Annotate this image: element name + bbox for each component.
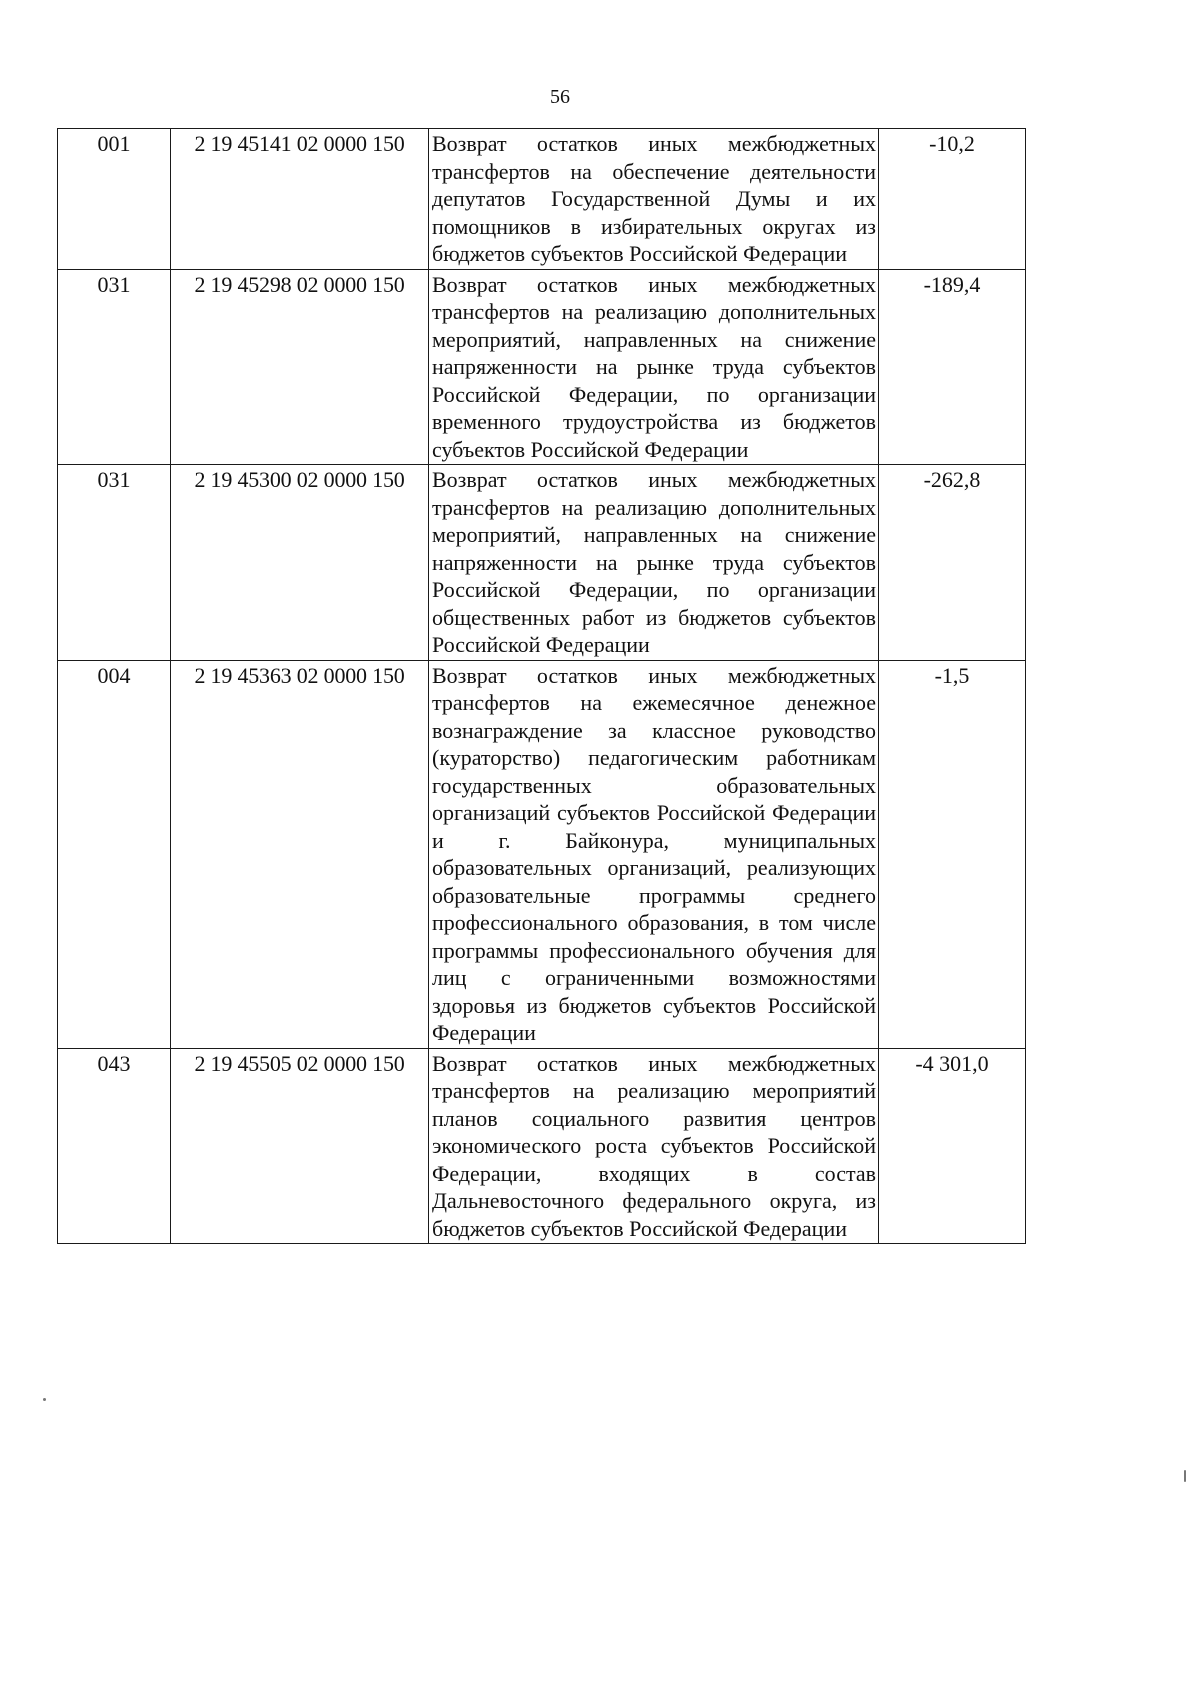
income-name-cell: Возврат остатков иных межбюджетных трансфертов на реализацию дополнительных мероприятий, направленных на снижение напряженности на рынке труда субъектов Российской Федерации, по организации временного трудоустройства из бюджетов субъектов Российской Федерации [429,269,879,465]
table-row [58,129,1026,270]
table-row [58,465,1026,661]
budget-table [57,128,1026,1244]
table-row [58,269,1026,465]
income-name-cell: Возврат остатков иных межбюджетных трансфертов на обеспечение деятельности депутатов Государственной Думы и их помощников в избирательных округах из бюджетов субъектов Российской Федерации [429,129,879,270]
amount-cell: -1,5 [879,660,1026,1048]
income-name-cell: Возврат остатков иных межбюджетных трансфертов на ежемесячное денежное вознаграждение за классное руководство (кураторство) педагогическим работникам государственных образовательных организаций субъектов Российской Федерации и г. Байконура, муниципальных образовательных организаций, реализующих образовательные программы среднего профессионального образования, в том числе программы профессионального обучения для лиц с ограниченными возможностями здоровья из бюджетов субъектов Российской Федерации [429,660,879,1048]
income-name-cell: Возврат остатков иных межбюджетных трансфертов на реализацию дополнительных мероприятий, направленных на снижение напряженности на рынке труда субъектов Российской Федерации, по организации общественных работ из бюджетов субъектов Российской Федерации [429,465,879,661]
admin-code-cell: 031 [58,465,171,661]
amount-cell: -189,4 [879,269,1026,465]
admin-code-cell: 004 [58,660,171,1048]
table-row [58,1048,1026,1244]
budget-code-cell: 2 19 45505 02 0000 150 [171,1048,429,1244]
scan-speck [1184,1470,1186,1482]
admin-code-cell: 043 [58,1048,171,1244]
amount-cell: -262,8 [879,465,1026,661]
admin-code-cell: 031 [58,269,171,465]
budget-code-cell: 2 19 45300 02 0000 150 [171,465,429,661]
admin-code-cell: 001 [58,129,171,270]
budget-code-cell: 2 19 45363 02 0000 150 [171,660,429,1048]
table-row [58,660,1026,1048]
budget-code-cell: 2 19 45141 02 0000 150 [171,129,429,270]
budget-code-cell: 2 19 45298 02 0000 150 [171,269,429,465]
amount-cell: -4 301,0 [879,1048,1026,1244]
income-name-cell: Возврат остатков иных межбюджетных трансфертов на реализацию мероприятий планов социального развития центров экономического роста субъектов Российской Федерации, входящих в состав Дальневосточного федерального округа, из бюджетов субъектов Российской Федерации [429,1048,879,1244]
page-number: 56 [550,86,570,108]
amount-cell: -10,2 [879,129,1026,270]
scan-speck [43,1398,46,1401]
